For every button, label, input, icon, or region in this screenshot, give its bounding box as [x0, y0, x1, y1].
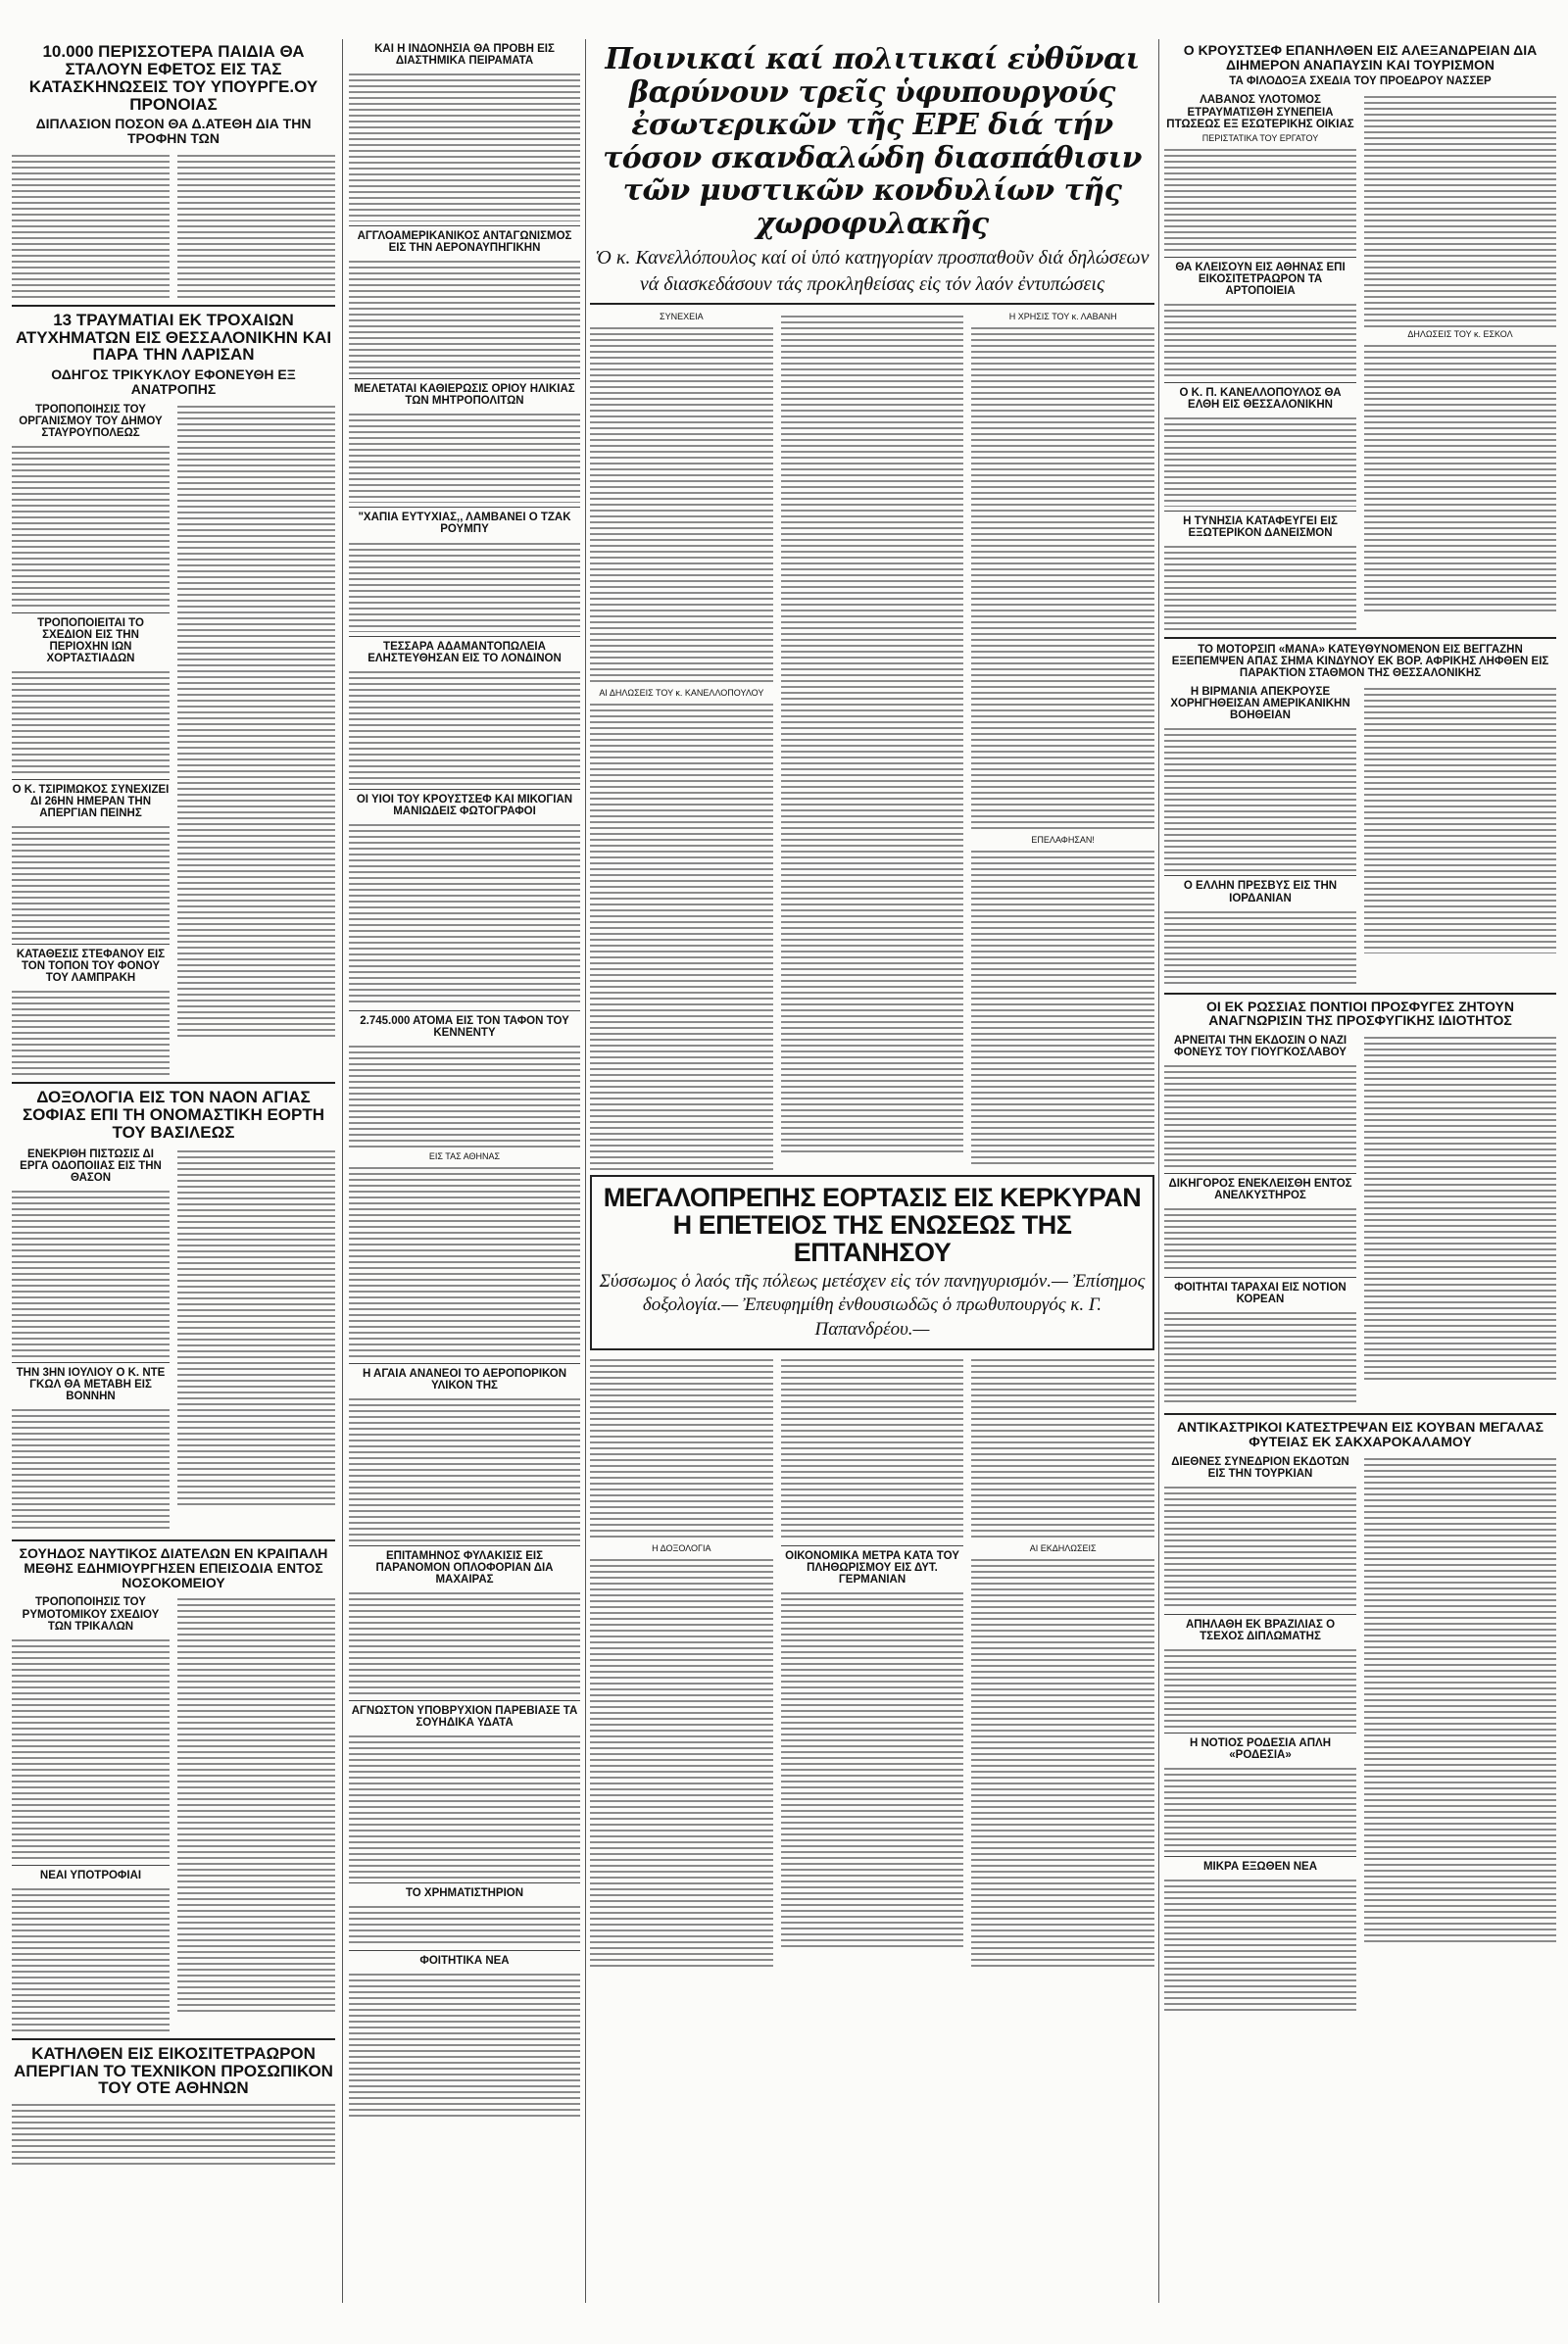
headline-kennedy-grave: 2.745.000 ΑΤΟΜΑ ΕΙΣ ΤΟΝ ΤΑΦΟΝ ΤΟΥ ΚΕΝΝΕΝΤΥ — [360, 1014, 569, 1039]
headline-doxology: ΔΟΞΟΛΟΓΙΑ ΕΙΣ ΤΟΝ ΝΑΟΝ ΑΓΙΑΣ ΣΟΦΙΑΣ ΕΠΙ ΤΗ ΟΝΟΜΑΣΤΙΚΗ ΕΟΡΤΗ ΤΟΥ ΒΑΣΙΛΕΩΣ — [22, 1088, 325, 1143]
headline-rhodesia: Η ΝΟΤΙΟΣ ΡΟΔΕΣΙΑ ΑΠΛΗ «ΡΟΔΕΣΙΑ» — [1189, 1736, 1331, 1761]
divider — [1164, 875, 1356, 876]
headline-bakeries: ΘΑ ΚΛΕΙΣΟΥΝ ΕΙΣ ΑΘΗΝΑΣ ΕΠΙ ΕΙΚΟΣΙΤΕΤΡΑΩΡΟΝ ΤΑ ΑΡΤΟΠΟΙΕΙΑ — [1175, 261, 1346, 297]
article-body-text — [971, 323, 1154, 833]
article-body-text — [12, 667, 170, 775]
headline-photographers: ΟΙ ΥΙΟΙ ΤΟΥ ΚΡΟΥΣΤΣΕΦ ΚΑΙ ΜΙΚΟΓΙΑΝ ΜΑΝΙΩΔΕΙΣ ΦΩΤΟΓΡΑΦΟΙ — [356, 793, 573, 817]
article-body-text — [590, 323, 773, 686]
headline-tunisia: Η ΤΥΝΗΣΙΑ ΚΑΤΑΦΕΥΓΕΙ ΕΙΣ ΕΞΩΤΕΡΙΚΟΝ ΔΑΝΕΙΣΜΟΝ — [1183, 514, 1338, 539]
article-body-text — [1164, 1204, 1356, 1273]
article-body-text — [12, 1187, 170, 1358]
article-body-text — [349, 667, 580, 785]
divider — [1164, 1614, 1356, 1615]
column-split — [590, 1353, 1154, 1969]
headline-jordan: Ο ΕΛΛΗΝ ΠΡΕΣΒΥΣ ΕΙΣ ΤΗΝ ΙΟΡΔΑΝΙΑΝ — [1183, 880, 1338, 904]
lead-subheadline: Ὁ κ. Κανελλόπουλος καί οἱ ὑπό κατηγορίαν προσπαθοῦν διά δηλώσεων νά διασκεδάσουν τάς προκληθείσας εἰς τόν λαόν ἐντυπώσεις — [595, 246, 1150, 295]
article-body-text — [590, 1555, 773, 1967]
headline-elevator: ΔΙΚΗΓΟΡΟΣ ΕΝΕΚΛΕΙΣΘΗ ΕΝΤΟΣ ΑΝΕΛΚΥΣΤΗΡΟΣ — [1168, 1178, 1352, 1202]
divider — [349, 1363, 580, 1364]
column-split — [590, 310, 1154, 1172]
divider — [349, 636, 580, 637]
headline-submarine: ΑΓΝΩΣΤΟΝ ΥΠΟΒΡΥΧΙΟΝ ΠΑΡΕΒΙΑΣΕ ΤΑ ΣΟΥΗΔΙΚΑ ΥΔΑΤΑ — [351, 1705, 578, 1730]
article-body-text — [1164, 145, 1356, 253]
article-body-text — [349, 820, 580, 1006]
article-body-text — [12, 442, 170, 609]
column-split — [1164, 1452, 1556, 2015]
subhead-accidents: ΟΔΗΓΟΣ ΤΡΙΚΥΚΛΟΥ ΕΦΟΝΕΥΘΗ ΕΞ ΑΝΑΤΡΟΠΗΣ — [51, 366, 296, 397]
column-5 — [1164, 39, 1556, 2303]
article-body-text — [781, 1588, 964, 1951]
sub-column — [12, 400, 170, 1078]
column-split — [12, 149, 335, 300]
divider — [349, 1700, 580, 1701]
sub-column — [1164, 1031, 1356, 1408]
divider — [349, 378, 580, 379]
article-body-text — [1364, 1454, 1556, 1944]
sub-column — [177, 400, 335, 1078]
divider — [1164, 257, 1356, 258]
headline-swedish-sailor: ΣΟΥΗΔΟΣ ΝΑΥΤΙΚΟΣ ΔΙΑΤΕΛΩΝ ΕΝ ΚΡΑΙΠΑΛΗ ΜΕΘΗΣ ΕΔΗΜΙΟΥΡΓΗΣΕΝ ΕΠΕΙΣΟΔΙΑ ΕΝΤΟΣ ΝΟΣΟΚΟΜΕΙΟΥ — [19, 1545, 328, 1590]
headline-burma: Η ΒΙΡΜΑΝΙΑ ΑΠΕΚΡΟΥΣΕ ΧΟΡΗΓΗΘΕΙΣΑΝ ΑΜΕΡΙΚΑΝΙΚΗΝ ΒΟΗΘΕΙΑΝ — [1170, 686, 1350, 722]
sub-column — [1364, 682, 1556, 987]
divider — [349, 1882, 580, 1883]
kerkyra-box — [590, 1175, 1154, 1350]
headline-khrushchev: Ο ΚΡΟΥΣΤΣΕΦ ΕΠΑΝΗΛΘΕΝ ΕΙΣ ΑΛΕΞΑΝΔΡΕΙΑΝ ΔΙΑ ΔΙΗΜΕΡΟΝ ΑΝΑΠΑΥΣΙΝ ΚΑΙ ΤΟΥΡΙΣΜΟΝ — [1183, 42, 1538, 73]
column-split — [12, 1145, 335, 1535]
divider — [349, 789, 580, 790]
article-body-text — [349, 1042, 580, 1149]
headline-west-germany: ΟΙΚΟΝΟΜΙΚΑ ΜΕΤΡΑ ΚΑΤΑ ΤΟΥ ΠΛΗΘΩΡΙΣΜΟΥ ΕΙΣ ΔΥΤ. ΓΕΡΜΑΝΙΑΝ — [785, 1549, 959, 1586]
divider — [12, 779, 170, 780]
sub-column — [781, 1353, 964, 1969]
headline-indonesia: ΚΑΙ Η ΙΝΔΟΝΗΣΙΑ ΘΑ ΠΡΟΒΗ ΕΙΣ ΔΙΑΣΤΗΜΙΚΑ ΠΕΙΡΑΜΑΤΑ — [374, 43, 555, 68]
divider — [12, 1082, 335, 1084]
headline-stavroupolis: ΤΡΟΠΟΠΟΙΗΣΙΣ ΤΟΥ ΟΡΓΑΝΙΣΜΟΥ ΤΟΥ ΔΗΜΟΥ ΣΤΑΥΡΟΥΠΟΛΕΩΣ — [19, 403, 163, 439]
article-body-text — [1164, 1876, 1356, 2013]
article-body-text — [177, 1594, 335, 2016]
divider — [1164, 1856, 1356, 1857]
article-body-text — [1164, 1308, 1356, 1406]
column-split — [1164, 1031, 1556, 1408]
subhead-camps: ΔΙΠΛΑΣΙΟΝ ΠΟΣΟΝ ΘΑ Δ.ΑΤΕΘΗ ΔΙΑ ΤΗΝ ΤΡΟΦΗΝ ΤΩΝ — [35, 116, 312, 147]
column-split — [1164, 90, 1556, 632]
article-body-text — [349, 257, 580, 374]
divider — [1164, 637, 1556, 639]
divider — [12, 1539, 335, 1541]
article-body-text — [1164, 907, 1356, 986]
lead-kicker-epelafisan: ΕΠΕΛΑΦΗΣΑΝ! — [1031, 834, 1095, 845]
headline-de-gaulle: ΤΗΝ 3ΗΝ ΙΟΥΛΙΟΥ Ο Κ. ΝΤΕ ΓΚΩΛ ΘΑ ΜΕΤΑΒΗ ΕΙΣ ΒΟΝΝΗΝ — [16, 1367, 166, 1403]
sub-column — [1364, 90, 1556, 632]
headline-hunger-strike: Ο Κ. ΤΣΙΡΙΜΩΚΟΣ ΣΥΝΕΧΙΖΕΙ ΔΙ 26ΗΝ ΗΜΕΡΑΝ ΤΗΝ ΑΠΕΡΓΙΑΝ ΠΕΙΝΗΣ — [12, 784, 170, 820]
headline-metropolitans: ΜΕΛΕΤΑΤΑΙ ΚΑΘΙΕΡΩΣΙΣ ΟΡΙΟΥ ΗΛΙΚΙΑΣ ΤΩΝ ΜΗΤΡΟΠΟΛΙΤΩΝ — [354, 383, 575, 408]
headline-stock-exchange: ΤΟ ΧΡΗΜΑΤΙΣΤΗΡΙΟΝ — [405, 1887, 524, 1900]
sub-column — [177, 1145, 335, 1535]
headline-air-force: Η ΑΓΑΙΑ ΑΝΑΝΕΟΙ ΤΟ ΑΕΡΟΠΟΡΙΚΟΝ ΥΛΙΚΟΝ ΤΗΣ — [362, 1367, 567, 1392]
article-body-text — [1164, 1764, 1356, 1852]
sub-column — [590, 1353, 773, 1969]
headline-nazi-extradition: ΑΡΝΕΙΤΑΙ ΤΗΝ ΕΚΔΟΣΙΝ Ο ΝΑΖΙ ΦΟΝΕΥΣ ΤΟΥ ΓΙΟΥΓΚΟΣΛΑΒΟΥ — [1173, 1034, 1348, 1058]
headline-publishers: ΔΙΕΘΝΕΣ ΣΥΝΕΔΡΙΟΝ ΕΚΔΟΤΩΝ ΕΙΣ ΤΗΝ ΤΟΥΡΚΙΑΝ — [1171, 1455, 1349, 1480]
article-body-text — [349, 1163, 580, 1359]
lead-kicker-kanellopoulos: ΑΙ ΔΗΛΩΣΕΙΣ ΤΟΥ κ. ΚΑΝΕΛΛΟΠΟΥΛΟΥ — [599, 687, 764, 698]
article-body-text — [1164, 1061, 1356, 1169]
article-body-text — [1164, 724, 1356, 871]
article-body-text — [1164, 300, 1356, 378]
divider — [1164, 993, 1556, 995]
article-body-text — [971, 847, 1154, 1165]
article-body-text — [12, 1636, 170, 1861]
article-body-text — [781, 1355, 964, 1541]
headline-lambrakis: ΚΑΤΑΘΕΣΙΣ ΣΤΕΦΑΝΟΥ ΕΙΣ ΤΟΝ ΤΟΠΟΝ ΤΟΥ ΦΟΝΟΥ ΤΟΥ ΛΑΜΠΡΑΚΗ — [16, 949, 166, 985]
article-body-text — [12, 987, 170, 1075]
divider — [349, 225, 580, 226]
kicker-eshkol: ΔΗΛΩΣΕΙΣ ΤΟΥ κ. ΕΣΚΟΛ — [1407, 329, 1513, 340]
sub-column — [1164, 1452, 1356, 2015]
divider — [349, 1010, 580, 1011]
article-body-text — [12, 822, 170, 940]
article-body-text — [349, 1732, 580, 1879]
headline-foreign-news: ΜΙΚΡΑ ΕΞΩΘΕΝ ΝΕΑ — [1202, 1861, 1318, 1874]
sub-column — [1164, 682, 1356, 987]
sub-column — [971, 1353, 1154, 1969]
article-body-text — [349, 1902, 580, 1946]
headline-plan-change: ΤΡΟΠΟΠΟΙΕΙΤΑΙ ΤΟ ΣΧΕΔΙΟΝ ΕΙΣ ΤΗΝ ΠΕΡΙΟΧΗΝ ΙΩΝ ΧΟΡΤΑΣΤΙΑΔΩΝ — [37, 616, 144, 665]
sub-column — [971, 310, 1154, 1172]
divider — [12, 305, 335, 307]
headline-ote-strike: ΚΑΤΗΛΘΕΝ ΕΙΣ ΕΙΚΟΣΙΤΕΤΡΑΩΡΟΝ ΑΠΕΡΓΙΑΝ ΤΟ ΤΕΧΝΙΚΟΝ ΠΡΟΣΩΠΙΚΟΝ ΤΟΥ ΟΤΕ ΑΘΗΝΩΝ — [14, 2043, 333, 2098]
article-body-text — [1164, 414, 1356, 507]
lead-headline: Ποινικαί καί πολιτικαί εὐθῦναι βαρύνουν τρεῖς ὑφυπουργούς ἐσωτερικῶν τῆς ΕΡΕ διά τήν τόσον σκανδαλώδη διασπάθισιν τῶν μυστικῶν κονδυλίων τῆς χωροφυλακῆς — [603, 42, 1142, 241]
sub-column — [781, 310, 964, 1172]
divider — [1164, 382, 1356, 383]
article-body-text — [349, 539, 580, 632]
article-body-text — [12, 151, 170, 298]
headline-ruby: "ΧΑΠΙΑ ΕΥΤΥΧΙΑΣ,, ΛΑΜΒΑΝΕΙ Ο ΤΖΑΚ ΡΟΥΜΠΥ — [358, 512, 571, 536]
divider — [12, 944, 170, 945]
sub-column — [1364, 1452, 1556, 2015]
column-1 — [12, 39, 335, 2303]
article-body-text — [1364, 92, 1556, 327]
column-rule — [1158, 39, 1159, 2303]
headline-diamonds: ΤΕΣΣΑΡΑ ΑΔΑΜΑΝΤΟΠΩΛΕΙΑ ΕΛΗΣΤΕΥΘΗΣΑΝ ΕΙΣ ΤΟ ΛΟΝΔΙΝΟΝ — [368, 640, 562, 664]
kerkyra-headline: ΜΕΓΑΛΟΠΡΕΠΗΣ ΕΟΡΤΑΣΙΣ ΕΙΣ ΚΕΡΚΥΡΑΝ Η ΕΠΕΤΕΙΟΣ ΤΗΣ ΕΝΩΣΕΩΣ ΤΗΣ ΕΠΤΑΝΗΣΟΥ — [603, 1182, 1142, 1268]
sub-column — [12, 1592, 170, 2032]
headline-camps: 10.000 ΠΕΡΙΣΣΟΤΕΡΑ ΠΑΙΔΙΑ ΘΑ ΣΤΑΛΟΥΝ ΕΦΕΤΟΣ ΕΙΣ ΤΑΣ ΚΑΤΑΣΚΗΝΩΣΕΙΣ ΤΟΥ ΥΠΟΥΡΓΕ.ΟΥ ΠΡΟΝΟΙΑΣ — [28, 42, 318, 114]
divider — [349, 1545, 580, 1546]
sub-column — [590, 310, 773, 1172]
divider — [12, 1362, 170, 1363]
headline-scholarships: ΝΕΑΙ ΥΠΟΤΡΟΦΙΑΙ — [39, 1869, 142, 1881]
sub-column — [12, 1145, 170, 1535]
column-2 — [349, 39, 580, 2303]
article-body-text — [349, 410, 580, 503]
sub-column — [177, 1592, 335, 2032]
sub-column — [1364, 1031, 1556, 1408]
article-body-text — [1364, 684, 1556, 953]
article-body-text — [590, 1355, 773, 1541]
article-body-text — [1164, 542, 1356, 630]
divider — [349, 507, 580, 508]
divider — [1164, 1733, 1356, 1734]
article-body-text — [1164, 1483, 1356, 1610]
divider — [1164, 1277, 1356, 1278]
kerkyra-subheadline: Σύσσωμος ὁ λαός τῆς πόλεως μετέσχεν εἰς τόν πανηγυρισμόν.— Ἐπίσημος δοξολογία.— Ἐπευφημίθη ἐνθουσιωδῶς ὁ πρωθυπουργός κ. Γ. Παπανδρέου.— — [599, 1270, 1146, 1340]
headline-pontic-refugees: ΟΙ ΕΚ ΡΩΣΣΙΑΣ ΠΟΝΤΙΟΙ ΠΡΟΣΦΥΓΕΣ ΖΗΤΟΥΝ ΑΝΑΓΝΩΡΙΣΙΝ ΤΗΣ ΠΡΟΣΦΥΓΙΚΗΣ ΙΔΙΟΤΗΤΟΣ — [1205, 998, 1514, 1029]
divider — [12, 612, 170, 613]
headline-cuba: ΑΝΤΙΚΑΣΤΡΙΚΟΙ ΚΑΤΕΣΤΡΕΨΑΝ ΕΙΣ ΚΟΥΒΑΝ ΜΕΓΑΛΑΣ ΦΥΤΕΙΑΣ ΕΚ ΣΑΚΧΑΡΟΚΑΛΑΜΟΥ — [1176, 1419, 1544, 1449]
article-body-text — [590, 700, 773, 1170]
divider — [349, 1950, 580, 1951]
article-body-text — [349, 70, 580, 221]
divider — [12, 2038, 335, 2040]
headline-thasos: ΕΝΕΚΡΙΘΗ ΠΙΣΤΩΣΙΣ ΔΙ ΕΡΓΑ ΟΔΟΠΟΙΙΑΣ ΕΙΣ ΤΗΝ ΘΑΣΟΝ — [20, 1148, 162, 1185]
article-body-text — [349, 1394, 580, 1541]
divider — [1164, 1173, 1356, 1174]
column-split — [12, 1592, 335, 2032]
divider — [1164, 1413, 1556, 1415]
headline-accidents: 13 ΤΡΑΥΜΑΤΙΑΙ ΕΚ ΤΡΟΧΑΙΩΝ ΑΤΥΧΗΜΑΤΩΝ ΕΙΣ ΘΕΣΣΑΛΟΝΙΚΗΝ ΚΑΙ ΠΑΡΑ ΤΗΝ ΛΑΡΙΣΑΝ — [15, 310, 332, 365]
article-body-text — [177, 1147, 335, 1509]
article-body-text — [12, 1884, 170, 2031]
article-body-text — [177, 151, 335, 298]
headline-kanellopoulos-visit: Ο Κ. Π. ΚΑΝΕΛΛΟΠΟΥΛΟΣ ΘΑ ΕΛΘΗ ΕΙΣ ΘΕΣΣΑΛΟΝΙΚΗΝ — [1179, 386, 1342, 411]
article-body-text — [1364, 1033, 1556, 1381]
headline-aviation: ΑΓΓΛΟΑΜΕΡΙΚΑΝΙΚΟΣ ΑΝΤΑΓΩΝΙΣΜΟΣ ΕΙΣ ΤΗΝ ΑΕΡΟΝΑΥΠΗΓΙΚΗΝ — [357, 230, 572, 255]
divider — [781, 1545, 964, 1546]
article-body-text — [349, 1970, 580, 2117]
column-rule — [342, 39, 343, 2303]
article-body-text — [12, 2100, 335, 2169]
headline-student-news: ΦΟΙΤΗΤΙΚΑ ΝΕΑ — [419, 1955, 510, 1968]
divider — [12, 1865, 170, 1866]
divider — [1164, 511, 1356, 512]
lead-continued-label: ΣΥΝΕΧΕΙΑ — [660, 311, 704, 321]
divider — [590, 303, 1154, 305]
article-body-text — [971, 1355, 1154, 1541]
lead-story — [590, 39, 1154, 1969]
kerkyra-kicker-events: ΑΙ ΕΚΔΗΛΩΣΕΙΣ — [1029, 1542, 1097, 1553]
kerkyra-kicker-doxology: Η ΔΟΞΟΛΟΓΙΑ — [652, 1542, 711, 1553]
headline-woodcutter: ΛΑΒΑΝΟΣ ΥΛΟΤΟΜΟΣ ΕΤΡΑΥΜΑΤΙΣΘΗ ΣΥΝΕΠΕΙΑ ΠΤΩΣΕΩΣ ΕΞ ΕΣΩΤΕΡΙΚΗΣ ΟΙΚΙΑΣ — [1166, 94, 1354, 130]
column-rule — [585, 39, 586, 2303]
subhead-nasser: ΤΑ ΦΙΛΟΔΟΞΑ ΣΧΕΔΙΑ ΤΟΥ ΠΡΟΕΔΡΟΥ ΝΑΣΣΕΡ — [1229, 75, 1492, 88]
article-body-text — [12, 1405, 170, 1533]
article-body-text — [1164, 1645, 1356, 1729]
column-split — [12, 400, 335, 1078]
lead-kicker-lavanis: Η ΧΡΗΣΙΣ ΤΟΥ κ. ΛΑΒΑΝΗ — [1008, 311, 1117, 321]
headline-czech-diplomat: ΑΠΗΛΑΘΗ ΕΚ ΒΡΑΖΙΛΙΑΣ Ο ΤΣΕΧΟΣ ΔΙΠΛΩΜΑΤΗΣ — [1185, 1618, 1336, 1642]
headline-korea: ΦΟΙΤΗΤΑΙ ΤΑΡΑΧΑΙ ΕΙΣ ΝΟΤΙΟΝ ΚΟΡΕΑΝ — [1174, 1282, 1347, 1306]
sub-column — [1164, 90, 1356, 632]
article-body-text — [781, 312, 964, 1154]
article-body-text — [177, 402, 335, 1039]
column-split — [1164, 682, 1556, 987]
headline-knife: ΕΠΙΤΑΜΗΝΟΣ ΦΥΛΑΚΙΣΙΣ ΕΙΣ ΠΑΡΑΝΟΜΟΝ ΟΠΛΟΦΟΡΙΑΝ ΔΙΑ ΜΑΧΑΙΡΑΣ — [375, 1550, 554, 1587]
article-body-text — [349, 1588, 580, 1696]
article-body-text — [1364, 341, 1556, 615]
section-athens: ΕΙΣ ΤΑΣ ΑΘΗΝΑΣ — [428, 1150, 501, 1161]
kicker-worker: ΠΕΡΙΣΤΑΤΙΚΑ ΤΟΥ ΕΡΓΑΤΟΥ — [1201, 132, 1319, 143]
headline-trikala: ΤΡΟΠΟΠΟΙΗΣΙΣ ΤΟΥ ΡΥΜΟΤΟΜΙΚΟΥ ΣΧΕΔΙΟΥ ΤΩΝ ΤΡΙΚΑΛΩΝ — [22, 1596, 160, 1633]
article-body-text — [971, 1555, 1154, 1967]
headline-motorship: ΤΟ ΜΟΤΟΡΣΙΠ «ΜΑΝΑ» ΚΑΤΕΥΘΥΝΟΜΕΝΟΝ ΕΙΣ ΒΕΓΓΑΖΗΝ ΕΞΕΠΕΜΨΕΝ ΑΠΑΣ ΣΗΜΑ ΚΙΝΔΥΝΟΥ ΕΚ ΒΟΡ. ΑΦΡΙΚΗΣ ΛΗΦΘΕΝ ΕΙΣ ΠΑΡΑΚΤΙΟΝ ΣΤΑΘΜΟΝ ΤΗΣ ΘΕΣΣΑΛΟΝΙΚΗΣ — [1171, 644, 1549, 680]
